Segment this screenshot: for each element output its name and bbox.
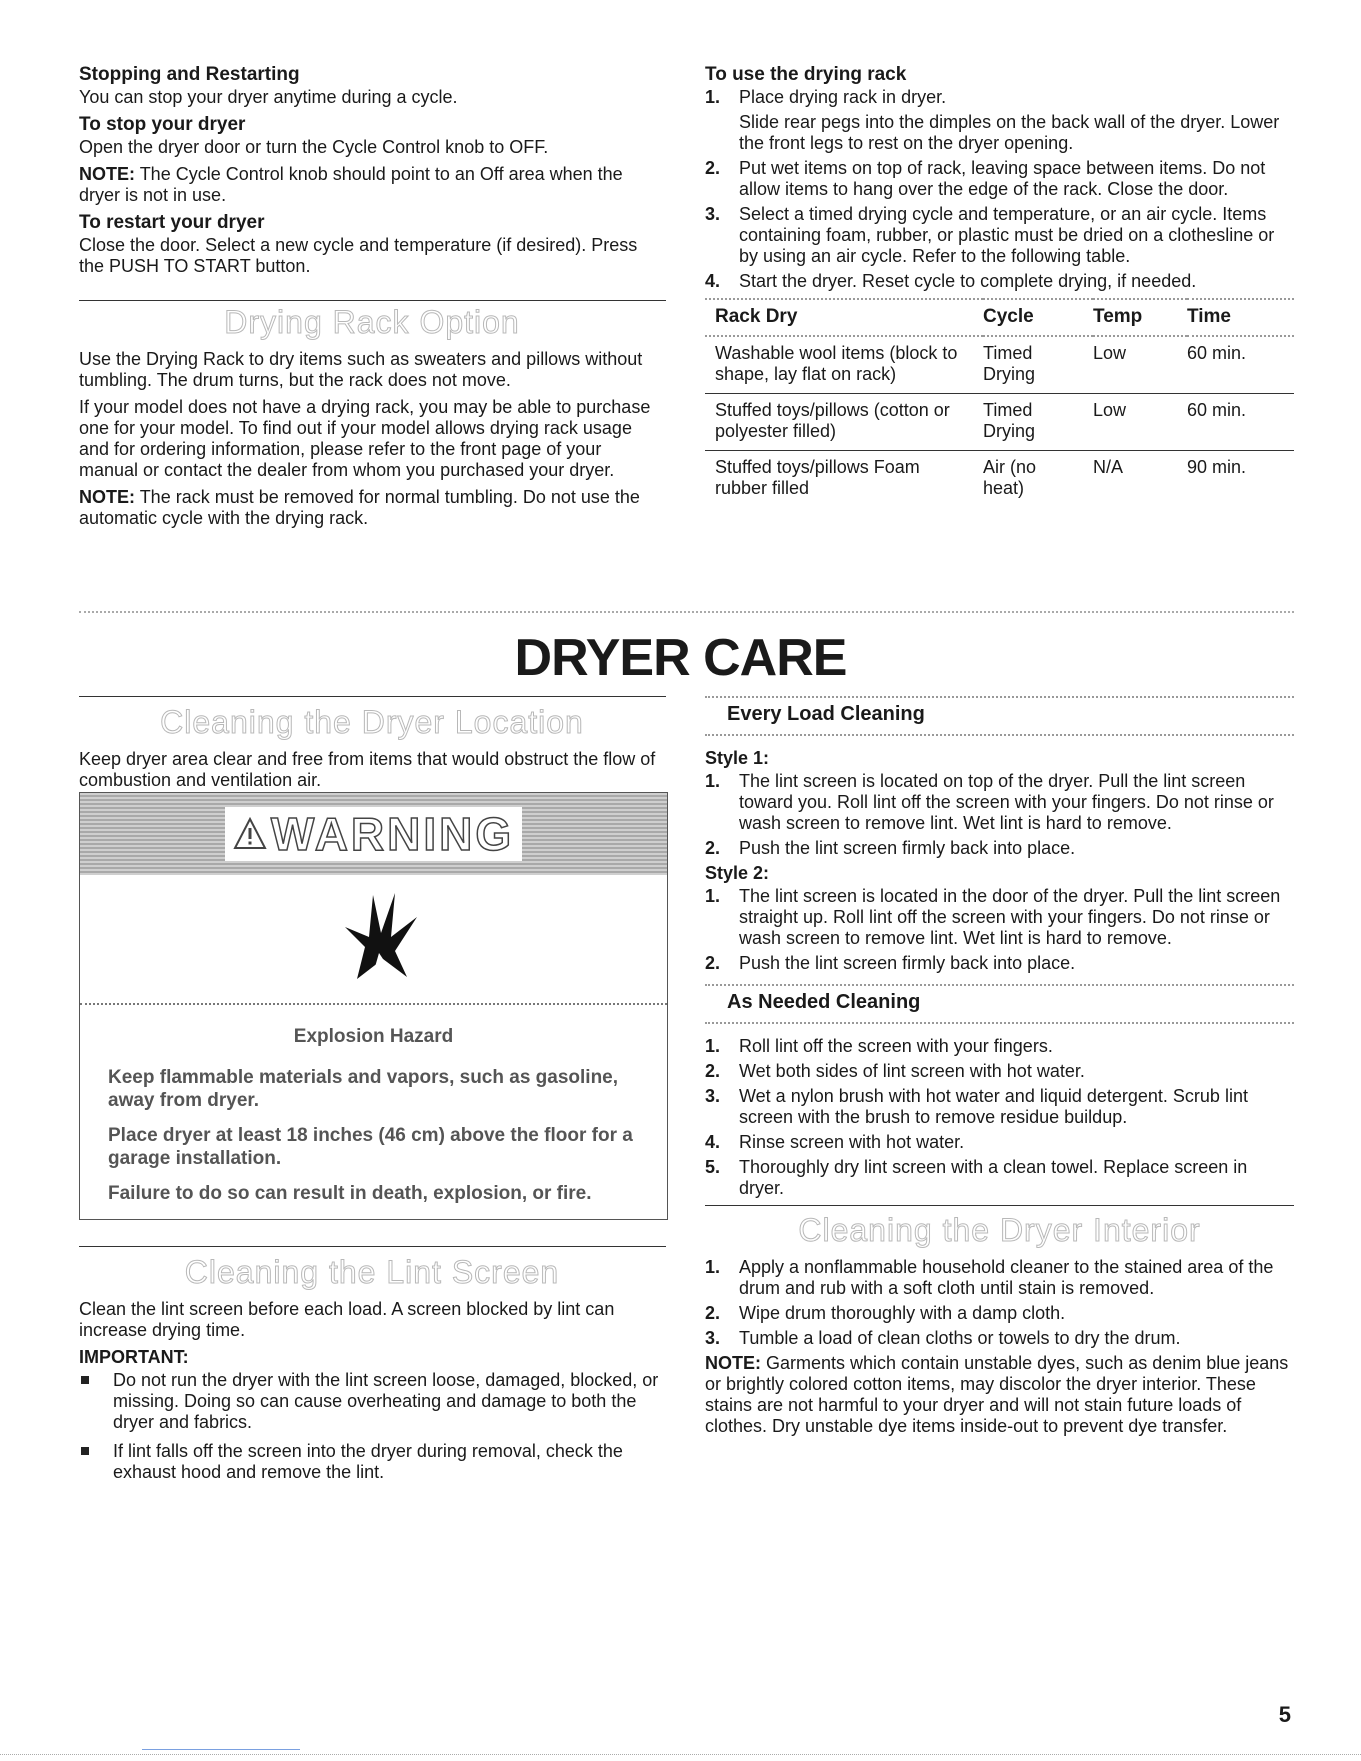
lint-text: Clean the lint screen before each load. A screen blocked by lint can increase drying time. bbox=[79, 1299, 615, 1340]
column-header: Rack Dry bbox=[705, 299, 983, 336]
use-rack-steps bbox=[705, 87, 1294, 292]
bullet-icon bbox=[81, 1447, 89, 1455]
step-text: The lint screen is located in the door of the dryer. Pull the lint screen straight up. Roll lint off the screen with your fingers. Do not rinse or wash screen to remove lint. Wet lint is hard to remove. bbox=[739, 886, 1281, 948]
note-text: The Cycle Control knob should point to an Off area when the dryer is not in use. bbox=[79, 164, 623, 205]
lint-section bbox=[79, 1254, 665, 1491]
list-item bbox=[705, 1036, 1294, 1057]
column-header: Temp bbox=[1093, 299, 1187, 336]
table-cell: Low bbox=[1093, 394, 1187, 451]
list-item bbox=[705, 1061, 1294, 1082]
step-number: 1. bbox=[705, 1036, 721, 1056]
use-rack-section bbox=[705, 64, 1294, 507]
interior-steps bbox=[705, 1257, 1294, 1349]
as-needed-heading: As Needed Cleaning bbox=[705, 984, 1294, 1024]
page-title: DRYER CARE bbox=[514, 629, 847, 687]
step-text: Thoroughly dry lint screen with a clean towel. Replace screen in dryer. bbox=[739, 1157, 1248, 1198]
interior-note bbox=[705, 1353, 1294, 1437]
lint-heading: Cleaning the Lint Screen bbox=[184, 1254, 560, 1290]
table-row bbox=[705, 394, 1294, 451]
table-cell: 60 min. bbox=[1187, 336, 1294, 394]
step-number: 1. bbox=[705, 886, 721, 906]
step-text: Put wet items on top of rack, leaving space between items. Do not allow items to hang over the edge of the rack. Close the door. bbox=[739, 158, 1266, 199]
bullet-icon bbox=[81, 1376, 89, 1384]
step-text: Wet both sides of lint screen with hot water. bbox=[739, 1061, 1085, 1081]
bullet-text: Do not run the dryer with the lint screen loose, damaged, blocked, or missing. Doing so can cause overheating and damage to both the dryer and fabrics. bbox=[113, 1370, 659, 1432]
list-item bbox=[705, 1257, 1294, 1299]
lint-bullets bbox=[79, 1370, 665, 1483]
restart-text: Close the door. Select a new cycle and temperature (if desired). Press the PUSH TO START button. bbox=[79, 235, 638, 276]
table-cell: Air (no heat) bbox=[983, 457, 1037, 498]
table-cell: Low bbox=[1093, 336, 1187, 394]
list-item bbox=[705, 953, 1294, 974]
style1-label: Style 1: bbox=[705, 748, 770, 768]
footer-line bbox=[142, 1749, 300, 1750]
divider bbox=[79, 1246, 666, 1247]
bottom-dotted-line bbox=[0, 1754, 1361, 1755]
table-cell: 90 min. bbox=[1187, 457, 1247, 477]
step-text: Start the dryer. Reset cycle to complete drying, if needed. bbox=[739, 271, 1197, 291]
style2-label: Style 2: bbox=[705, 863, 770, 883]
list-item bbox=[79, 1370, 665, 1433]
explosion-icon-area bbox=[80, 875, 667, 1005]
stopping-intro: You can stop your dryer anytime during a cycle. bbox=[79, 87, 458, 107]
list-item bbox=[705, 1303, 1294, 1324]
divider bbox=[79, 300, 666, 301]
every-load-section bbox=[705, 696, 1294, 1443]
step-text: Tumble a load of clean cloths or towels to dry the drum. bbox=[739, 1328, 1181, 1348]
location-section bbox=[79, 704, 665, 797]
section-divider bbox=[79, 611, 1294, 613]
list-item bbox=[79, 1441, 665, 1483]
interior-heading: Cleaning the Dryer Interior bbox=[798, 1212, 1201, 1248]
column-header: Cycle bbox=[983, 299, 1093, 336]
table-cell: 60 min. bbox=[1187, 394, 1294, 451]
table-cell: Stuffed toys/pillows Foam rubber filled bbox=[715, 457, 920, 498]
step-text: Roll lint off the screen with your fingers. bbox=[739, 1036, 1053, 1056]
list-item bbox=[705, 1132, 1294, 1153]
divider bbox=[705, 1205, 1294, 1206]
style1-steps bbox=[705, 771, 1294, 859]
rack-dry-table bbox=[705, 298, 1294, 507]
table-header-row bbox=[705, 299, 1294, 336]
location-text: Keep dryer area clear and free from items that would obstruct the flow of combustion and ventilation air. bbox=[79, 749, 656, 790]
step-number: 3. bbox=[705, 204, 721, 224]
warning-label bbox=[225, 807, 522, 861]
note-label: NOTE: bbox=[79, 487, 135, 507]
note-text: The rack must be removed for normal tumbling. Do not use the automatic cycle with the drying rack. bbox=[79, 487, 640, 528]
warning-label-text: WARNING bbox=[270, 808, 515, 860]
table-cell: Timed Drying bbox=[983, 336, 1093, 394]
step-number: 1. bbox=[705, 771, 721, 791]
drying-rack-note bbox=[79, 487, 665, 529]
list-item bbox=[705, 87, 1294, 154]
restart-heading: To restart your dryer bbox=[79, 212, 265, 233]
bullet-text: If lint falls off the screen into the dryer during removal, check the exhaust hood and remove the lint. bbox=[113, 1441, 623, 1482]
step-number: 3. bbox=[705, 1328, 721, 1348]
warning-hazard: Explosion Hazard bbox=[293, 1026, 454, 1047]
step-number: 2. bbox=[705, 838, 721, 858]
warning-line: Place dryer at least 18 inches (46 cm) above the floor for a garage installation. bbox=[108, 1125, 633, 1169]
step-number: 1. bbox=[705, 87, 721, 107]
step-subtext: Slide rear pegs into the dimples on the back wall of the dryer. Lower the front legs to rest on the dryer opening. bbox=[739, 112, 1280, 153]
step-number: 4. bbox=[705, 271, 721, 291]
list-item bbox=[705, 838, 1294, 859]
step-number: 1. bbox=[705, 1257, 721, 1277]
style2-steps bbox=[705, 886, 1294, 974]
list-item bbox=[705, 204, 1294, 267]
stop-heading: To stop your dryer bbox=[79, 114, 246, 135]
drying-rack-heading: Drying Rack Option bbox=[224, 304, 520, 340]
step-number: 2. bbox=[705, 953, 721, 973]
warning-line: Keep flammable materials and vapors, such as gasoline, away from dryer. bbox=[108, 1067, 619, 1111]
step-number: 2. bbox=[705, 158, 721, 178]
use-rack-heading: To use the drying rack bbox=[705, 64, 907, 85]
list-item bbox=[705, 271, 1294, 292]
list-item bbox=[705, 1157, 1294, 1199]
as-needed-steps bbox=[705, 1036, 1294, 1199]
step-number: 3. bbox=[705, 1086, 721, 1106]
warning-line: Failure to do so can result in death, explosion, or fire. bbox=[108, 1183, 592, 1204]
table-row bbox=[705, 451, 1294, 508]
step-number: 2. bbox=[705, 1303, 721, 1323]
list-item bbox=[705, 1328, 1294, 1349]
location-heading: Cleaning the Dryer Location bbox=[160, 704, 584, 740]
table-cell: Washable wool items (block to shape, lay flat on rack) bbox=[705, 336, 983, 394]
step-text: Push the lint screen firmly back into place. bbox=[739, 953, 1076, 973]
step-text: Place drying rack in dryer. bbox=[739, 87, 947, 107]
divider bbox=[79, 696, 666, 697]
important-label: IMPORTANT: bbox=[79, 1347, 189, 1367]
step-text: Push the lint screen firmly back into place. bbox=[739, 838, 1076, 858]
list-item bbox=[705, 771, 1294, 834]
stop-text: Open the dryer door or turn the Cycle Control knob to OFF. bbox=[79, 137, 549, 157]
step-number: 5. bbox=[705, 1157, 721, 1177]
note-label: NOTE: bbox=[705, 1353, 761, 1373]
drying-rack-p1: Use the Drying Rack to dry items such as sweaters and pillows without tumbling. The drum turns, but the rack does not move. bbox=[79, 349, 643, 390]
drying-rack-section bbox=[79, 304, 665, 535]
step-text: Select a timed drying cycle and temperature, or an air cycle. Items containing foam, rubber, or plastic must be dried on a clothesline or by using an air cycle. Refer to the following table. bbox=[739, 204, 1275, 266]
drying-rack-p2: If your model does not have a drying rack, you may be able to purchase one for your model. To find out if your model allows drying rack usage and for ordering information, please refer to the front page of your manual or contact the dealer from whom you purchased your dryer. bbox=[79, 397, 651, 480]
step-text: Wet a nylon brush with hot water and liquid detergent. Scrub lint screen with the brush to remove residue buildup. bbox=[739, 1086, 1248, 1127]
step-text: Apply a nonflammable household cleaner to the stained area of the drum and rub with a soft cloth until stain is removed. bbox=[739, 1257, 1274, 1298]
stopping-note bbox=[79, 164, 665, 206]
step-text: Wipe drum thoroughly with a damp cloth. bbox=[739, 1303, 1066, 1323]
step-text: Rinse screen with hot water. bbox=[739, 1132, 965, 1152]
note-text: Garments which contain unstable dyes, such as denim blue jeans or brightly colored cotton items, may discolor the dryer interior. These stains are not harmful to your dryer and will not stain future loads of clothes. Dry unstable dye items inside-out to prevent dye transfer. bbox=[705, 1353, 1289, 1436]
stopping-heading: Stopping and Restarting bbox=[79, 64, 300, 85]
explosion-icon bbox=[335, 887, 425, 987]
warning-box bbox=[79, 792, 668, 1220]
list-item bbox=[705, 1086, 1294, 1128]
step-number: 4. bbox=[705, 1132, 721, 1152]
table-cell: Timed Drying bbox=[983, 394, 1093, 451]
table-cell: Stuffed toys/pillows (cotton or polyester filled) bbox=[705, 394, 983, 451]
stopping-section bbox=[79, 64, 665, 283]
list-item bbox=[705, 158, 1294, 200]
table-row bbox=[705, 336, 1294, 394]
table-cell: N/A bbox=[1093, 457, 1124, 477]
page-number: 5 bbox=[1278, 1702, 1291, 1727]
warning-triangle-icon bbox=[233, 817, 267, 851]
every-load-heading: Every Load Cleaning bbox=[705, 696, 1294, 736]
column-header: Time bbox=[1187, 299, 1294, 336]
warning-banner bbox=[80, 793, 667, 875]
warning-text bbox=[80, 1005, 667, 1205]
note-label: NOTE: bbox=[79, 164, 135, 184]
list-item bbox=[705, 886, 1294, 949]
step-number: 2. bbox=[705, 1061, 721, 1081]
step-text: The lint screen is located on top of the dryer. Pull the lint screen toward you. Roll lint off the screen with your fingers. Do not rinse or wash screen to remove lint. Wet lint is hard to remove. bbox=[739, 771, 1274, 833]
